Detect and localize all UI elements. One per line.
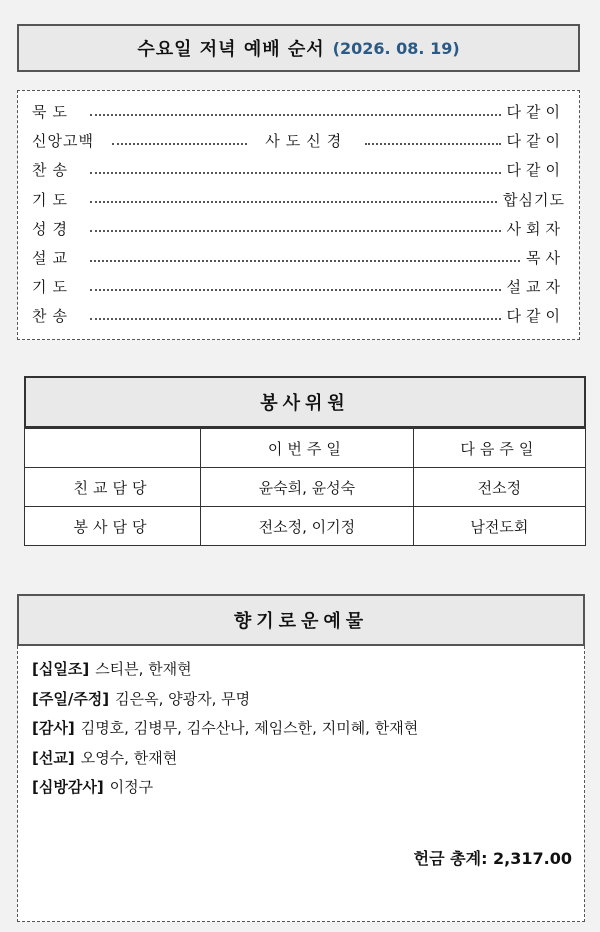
order-row bbox=[32, 155, 565, 184]
offering-category: [감사] bbox=[32, 719, 75, 738]
order-label: 기도 bbox=[32, 190, 73, 209]
table-corner-cell bbox=[25, 429, 201, 468]
offering-names: 김명호, 김병무, 김수산나, 제임스한, 지미혜, 한재현 bbox=[80, 719, 419, 738]
order-value: 목사 bbox=[526, 249, 565, 268]
table-row bbox=[25, 468, 586, 507]
offering-line bbox=[32, 713, 570, 743]
order-middle: 사도신경 bbox=[265, 132, 348, 151]
next-week-cell: 남전도회 bbox=[413, 507, 585, 546]
order-label: 찬송 bbox=[32, 161, 73, 180]
order-of-worship bbox=[17, 90, 580, 340]
order-label: 기도 bbox=[32, 278, 73, 297]
dot-leader bbox=[365, 143, 500, 145]
order-value: 다같이 bbox=[506, 132, 566, 151]
order-row bbox=[32, 185, 565, 214]
order-label: 신앙고백 bbox=[32, 132, 94, 151]
col-this-week: 이번주일 bbox=[201, 429, 414, 468]
order-row bbox=[32, 97, 565, 126]
order-row bbox=[32, 243, 565, 272]
row-label: 친교담당 bbox=[25, 468, 201, 507]
service-committee-title: 봉사위원 bbox=[24, 376, 586, 428]
order-row bbox=[32, 301, 565, 330]
this-week-cell: 윤숙희, 윤성숙 bbox=[201, 468, 414, 507]
order-row bbox=[32, 214, 565, 243]
dot-leader bbox=[90, 260, 520, 262]
offering-category: [십일조] bbox=[32, 660, 90, 679]
offering-line bbox=[32, 684, 570, 714]
offering-category: [심방감사] bbox=[32, 778, 104, 797]
table-row bbox=[25, 507, 586, 546]
offering-list bbox=[17, 646, 585, 922]
offering-names: 스티븐, 한재현 bbox=[95, 660, 192, 679]
order-value: 합심기도 bbox=[503, 190, 565, 209]
offering-title: 향기로운예물 bbox=[17, 594, 585, 646]
dot-leader bbox=[90, 289, 501, 291]
order-value: 설교자 bbox=[506, 278, 565, 297]
dot-leader bbox=[90, 114, 501, 116]
order-label: 묵도 bbox=[32, 103, 73, 122]
offering-line bbox=[32, 743, 570, 773]
row-label: 봉사담당 bbox=[25, 507, 201, 546]
this-week-cell: 전소정, 이기정 bbox=[201, 507, 414, 546]
dot-leader bbox=[90, 201, 497, 203]
offering-category: [선교] bbox=[32, 748, 75, 767]
bulletin-date: (2026. 08. 19) bbox=[332, 38, 460, 58]
order-value: 다같이 bbox=[506, 103, 565, 122]
bulletin-title-text: 수요일 저녁 예배 순서 bbox=[137, 39, 325, 60]
offering-category: [주일/주정] bbox=[32, 689, 110, 708]
offering-line bbox=[32, 772, 570, 802]
col-next-week: 다음주일 bbox=[413, 429, 585, 468]
order-value: 사회자 bbox=[506, 219, 565, 238]
dot-leader bbox=[90, 318, 501, 320]
dot-leader bbox=[90, 172, 501, 174]
offering-total: 헌금 총계: 2,317.00 bbox=[413, 849, 572, 868]
dot-leader bbox=[112, 143, 247, 145]
bulletin-title bbox=[17, 24, 580, 72]
offering-line bbox=[32, 654, 570, 684]
order-value: 다같이 bbox=[506, 307, 565, 326]
order-label: 찬송 bbox=[32, 307, 73, 326]
next-week-cell: 전소정 bbox=[413, 468, 585, 507]
service-committee-table bbox=[24, 428, 586, 546]
order-label: 설교 bbox=[32, 249, 73, 268]
dot-leader bbox=[90, 230, 501, 232]
offering-names: 오영수, 한재현 bbox=[80, 748, 178, 767]
offering-names: 이정구 bbox=[109, 778, 154, 797]
offering-names: 김은옥, 양광자, 무명 bbox=[115, 689, 251, 708]
order-value: 다같이 bbox=[506, 161, 565, 180]
order-row bbox=[32, 272, 565, 301]
order-row bbox=[32, 126, 565, 155]
table-header-row bbox=[25, 429, 586, 468]
order-label: 성경 bbox=[32, 219, 73, 238]
